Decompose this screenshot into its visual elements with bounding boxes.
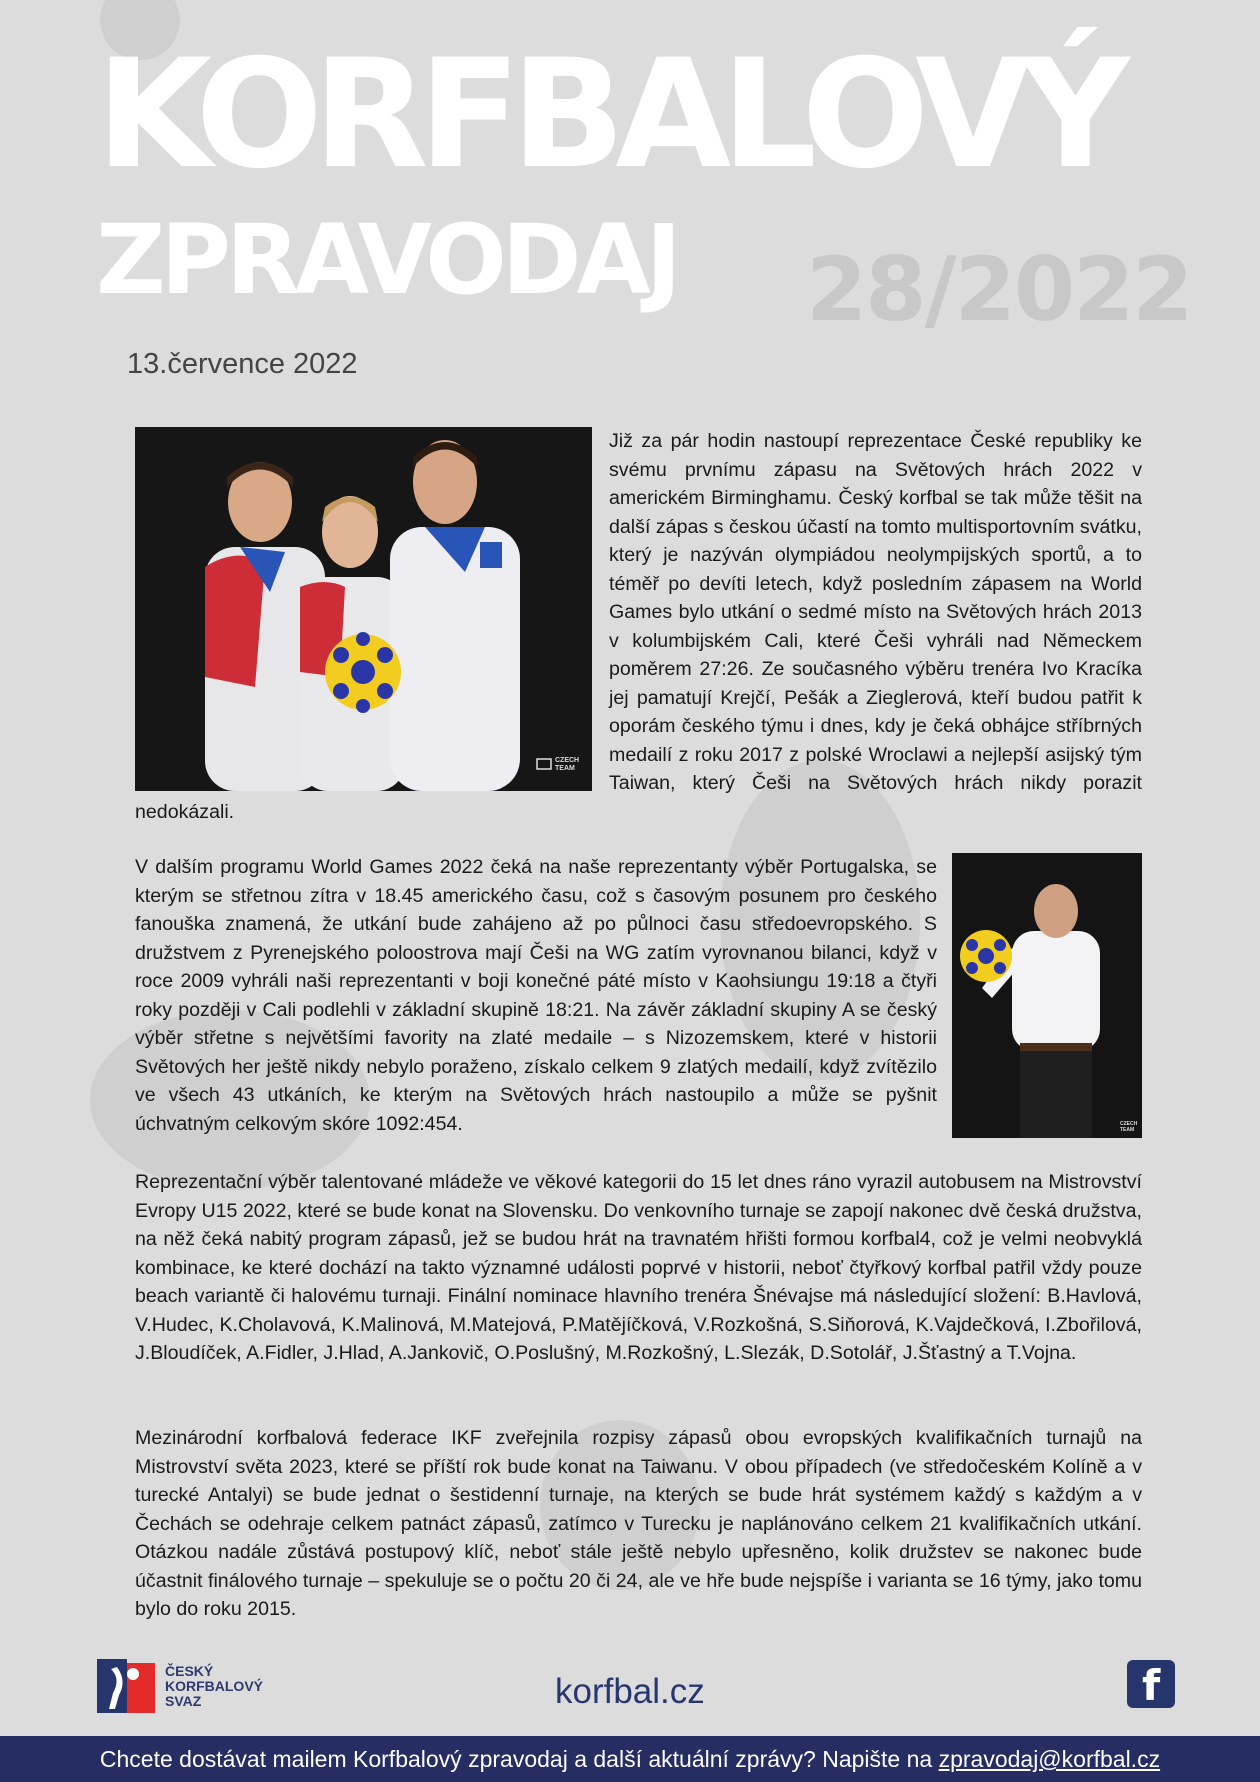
publication-date: 13.července 2022	[127, 348, 358, 380]
issue-number: 28/2022	[806, 238, 1192, 341]
federation-logo-icon	[97, 1659, 155, 1713]
newsletter-footer-bar	[0, 1736, 1260, 1782]
website-link[interactable]: korfbal.cz	[555, 1672, 705, 1711]
facebook-glyph: f	[1142, 1661, 1161, 1710]
facebook-icon[interactable]	[1127, 1660, 1175, 1708]
newsletter-email-link[interactable]: zpravodaj@korfbal.cz	[938, 1746, 1161, 1772]
czech-team-badge: CZECH TEAM	[555, 757, 580, 772]
article-paragraph: Již za pár hodin nastoupí reprezentace České republiky ke svému prvnímu zápasu na Světových hrách 2022 v americkém Birminghamu. Český korfbal se tak může těšit na další zápas s českou účastí na tomto multisportovním svátku, který je nazýván olympiádou neolympijských sportů, a to téměř po devíti letech, když posledním zápasem na World Games bylo utkání o sedmé místo na Světových hrách 2013 v kolumbijském Cali, které Češi vyhráli nad Německem poměrem 27:26. Ze současného výběru trenéra Ivo Kracíka jej pamatují Krejčí, Pešák a Zieglerová, kteří budou patřit k oporám českého týmu i dnes, kdy je čeká obhájce stříbrných medailí z roku 2017 z polské Wroclawi a nejlepší asijský tým Taiwan, který Češi na Světových hrách nikdy porazit nedokázali.	[135, 430, 1142, 823]
article-paragraph: Reprezentační výběr talentované mládeže ve věkové kategorii do 15 let dnes ráno vyrazil autobusem na Mistrovství Evropy U15 2022, které se bude konat na Slovensku. Do venkovního turnaje se zapojí nakonec dvě česká družstva, na něž čeká nabitý program zápasů, jež se budou hrát na travnatém hřišti formou korfbal4, což je velmi neobvyklá kombinace, ke které dochází na takto významné události poprvé v historii, neboť čtyřkový korfbal patřil vždy pouze beach variantě či halovému turnaji. Finální nominace hlavního trenéra Šnévajse má následující složení: B.Havlová, V.Hudec, K.Cholavová, K.Malinová, M.Matejová, P.Matějíčková, V.Rozkošná, S.Siňorová, K.Vajdečková, I.Zbořilová, J.Bloudíček, A.Fidler, J.Hlad, A.Jankovič, O.Poslušný, M.Rozkošný, L.Slezák, D.Sotolář, J.Šťastný a T.Vojna.	[135, 1171, 1142, 1364]
masthead-subtitle: ZPRAVODAJ	[96, 204, 677, 316]
federation-logo[interactable]	[97, 1659, 263, 1713]
masthead-title: KORFBALOVÝ	[96, 28, 1120, 202]
article-paragraph: Mezinárodní korfbalová federace IKF zveřejnila rozpisy zápasů obou evropských kvalifikačních turnajů na Mistrovství světa 2023, které se příští rok bude konat na Taiwanu. V obou případech (ve středočeském Kolíně a v turecké Antalyi) se bude jednat o šestidenní turnaje, na kterých se bude hrát systémem každý s každým a v Čechách se odehraje celkem patnáct zápasů, zatímco v Turecku je naplánováno celkem 21 kvalifikačních utkání. Otázkou nadále zůstává postupový klíč, neboť stále ještě nebylo upřesněno, kolik družstev se nakonec bude účastnit finálového turnaje – spekuluje se o počtu 20 či 24, ale ve hře bude nejspíše i varianta se 16 týmy, jako tomu bylo do roku 2015.	[135, 1427, 1142, 1620]
federation-logo-text: ČESKÝ KORFBALOVÝ SVAZ	[165, 1662, 263, 1709]
article-paragraph: V dalším programu World Games 2022 čeká na naše reprezentanty výběr Portugalska, se kterým se střetnou zítra v 18.45 amerického času, což s časovým posunem pro českého fanouška znamená, že utkání bude zahájeno až po půlnoci času středoevropského. S družstvem z Pyrenejského poloostrova mají Češi na WG zatím vyrovnanou bilanci, když v roce 2009 vyhráli naši reprezentanti v boji konečné páté místo v Kaohsiungu 19:18 a čtyři roky později v Cali podlehli v základní skupině 18:21. Na závěr základní skupiny A se český výběr střetne s největšími favority na zlaté medaile – s Nizozemskem, které v historii Světových her ještě nikdy nebylo poraženo, získalo celkem 9 zlatých medailí, když zvítězilo ve všech 43 utkáních, ke kterým na Světových hrách nastoupilo a může se pyšnit úchvatným celkovým skóre 1092:454.	[135, 856, 937, 1135]
newsletter-cta-text: Chcete dostávat mailem Korfbalový zpravodaj a další aktuální zprávy? Napište na	[99, 1746, 933, 1772]
czech-team-badge: CZECH TEAM	[1120, 1121, 1138, 1133]
